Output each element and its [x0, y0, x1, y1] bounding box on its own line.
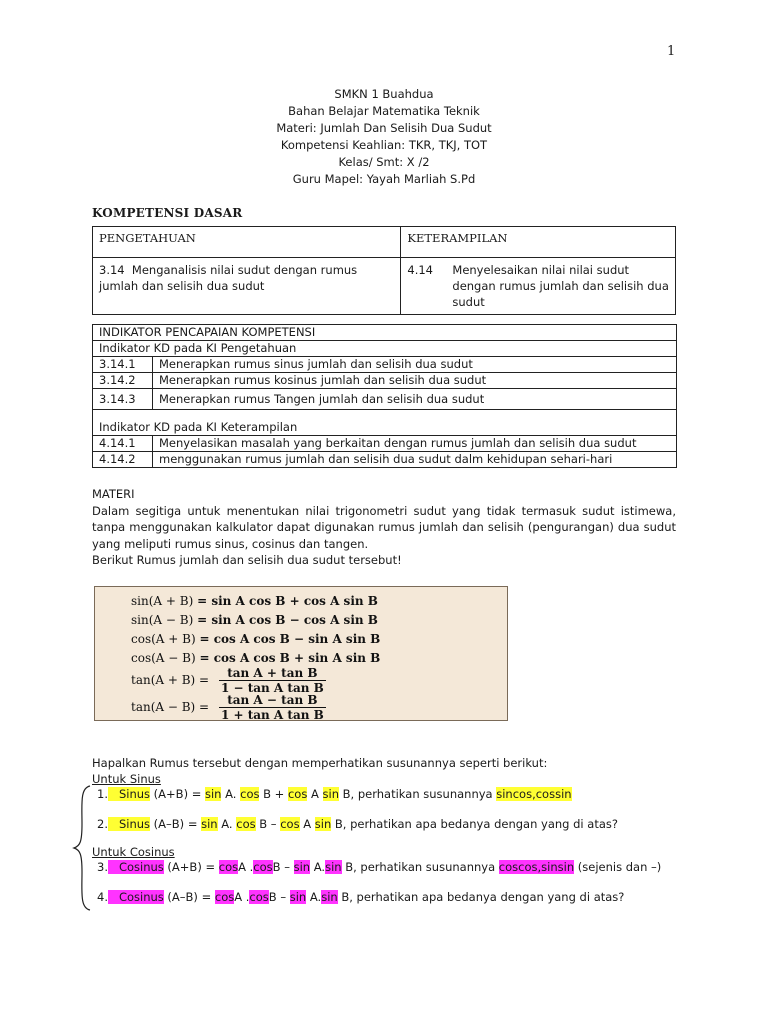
school-name: SMKN 1 Buahdua	[334, 87, 434, 101]
text-part: A.	[310, 860, 326, 874]
materi-heading: MATERI	[92, 487, 135, 501]
ipk-text: Menerapkan rumus Tangen jumlah dan selisih dua sudut	[153, 389, 677, 410]
indikator-table	[92, 324, 677, 468]
text-part: B, perhatikan susunannya	[339, 787, 497, 801]
highlight: sincos,cossin	[496, 787, 572, 801]
highlight: sin	[321, 890, 338, 904]
highlight: cos	[287, 787, 308, 801]
text-part: B –	[255, 817, 281, 831]
highlight: cos	[214, 890, 235, 904]
table-row	[93, 452, 677, 468]
formula-rhs: = cos A cos B + sin A sin B	[199, 651, 381, 665]
line-number: 4.	[97, 890, 108, 904]
untuk-sinus-label: Untuk Sinus	[92, 772, 161, 786]
text-part: B, perhatikan apa bedanya dengan yang di atas?	[331, 817, 618, 831]
highlight: sin	[201, 817, 218, 831]
formula-lhs: tan(A + B) =	[131, 673, 210, 687]
text-part: B +	[259, 787, 288, 801]
fraction-numerator: tan A + tan B	[227, 666, 318, 680]
ipk-num: 3.14.3	[93, 389, 153, 410]
kd-cell-keterampilan	[401, 258, 676, 315]
func-name: Sinus	[118, 817, 151, 831]
kd-text: Menyelesaikan nilai nilai sudut dengan rumus jumlah dan selisih dua sudut	[452, 263, 669, 309]
hafalan-section	[92, 755, 547, 787]
highlight: cos	[253, 860, 273, 874]
ipk-num: 3.14.1	[93, 357, 153, 373]
text-part: B, perhatikan apa bedanya dengan yang di atas?	[337, 890, 625, 904]
formula-tan-diff	[131, 693, 326, 722]
kd-cell-pengetahuan	[93, 258, 401, 315]
page-number: 1	[667, 44, 676, 59]
func-name: Cosinus	[118, 890, 164, 904]
text-part: B –	[268, 890, 290, 904]
line-number: 3.	[97, 860, 108, 874]
kompetensi-line: Kompetensi Keahlian: TKR, TKJ, TOT	[280, 138, 488, 152]
ipk-num: 4.14.2	[93, 452, 153, 468]
text-part: A .	[234, 890, 250, 904]
hafalan-intro: Hapalkan Rumus tersebut dengan memperhatikan susunannya seperti berikut:	[92, 756, 548, 770]
formula-rhs: = sin A cos B − cos A sin B	[197, 613, 378, 627]
highlight: sin	[325, 860, 342, 874]
kd-num: 4.14	[407, 263, 433, 277]
text-part: (A–B) =	[150, 817, 202, 831]
text-part: A	[307, 787, 323, 801]
kd-header-keterampilan: KETERAMPILAN	[401, 227, 676, 258]
highlight: sin	[293, 860, 311, 874]
formula-rhs: = sin A cos B + cos A sin B	[197, 594, 378, 608]
text-part: (A+B) =	[163, 860, 219, 874]
line-number: 1.	[97, 787, 108, 801]
formula-lhs: tan(A − B) =	[131, 700, 210, 714]
table-row	[93, 436, 677, 452]
text-part: A.	[217, 817, 237, 831]
kd-header-pengetahuan: PENGETAHUAN	[93, 227, 401, 258]
fraction-denominator: 1 − tan A tan B	[220, 681, 324, 695]
formula-cos-sum	[131, 632, 380, 646]
highlight: cos	[218, 860, 239, 874]
text-part: (sejenis dan –)	[574, 860, 662, 874]
materi-section	[92, 486, 676, 569]
text-part: A.	[306, 890, 322, 904]
materi-line: Materi: Jumlah Dan Selisih Dua Sudut	[276, 121, 492, 135]
line-number: 2.	[97, 817, 108, 831]
text-part: A .	[238, 860, 254, 874]
materi-paragraph: Dalam segitiga untuk menentukan nilai trigonometri sudut yang tidak termasuk sudut istimewa, tanpa menggunakan kalkulator dapat digunakan rumus jumlah dan selisih (pengurangan) dua sudut yang meliputi rumus sinus, cosinus dan tangen.	[92, 503, 676, 551]
ipk-text: Menerapkan rumus sinus jumlah dan selisih dua sudut	[153, 357, 677, 373]
func-name: Cosinus	[118, 860, 164, 874]
func-name: Sinus	[118, 787, 151, 801]
guru-line: Guru Mapel: Yayah Marliah S.Pd	[292, 172, 476, 186]
highlight: cos	[249, 890, 269, 904]
table-row	[93, 389, 677, 410]
formula-sin-sum	[131, 594, 378, 608]
mnemonic-line-3	[97, 859, 661, 875]
formula-tan-sum	[131, 666, 326, 695]
ipk-ki-pengetahuan: Indikator KD pada KI Pengetahuan	[93, 341, 677, 357]
curly-brace-icon	[72, 784, 92, 912]
table-row	[93, 373, 677, 389]
ipk-text: Menyelasikan masalah yang berkaitan dengan rumus jumlah dan selisih dua sudut	[153, 436, 677, 452]
highlight: cos	[280, 817, 300, 831]
mnemonic-line-4	[97, 889, 624, 905]
untuk-cosinus-label: Untuk Cosinus	[92, 845, 175, 859]
formula-rhs: = cos A cos B − sin A sin B	[199, 632, 381, 646]
kd-num: 3.14	[99, 263, 125, 277]
ipk-ki-keterampilan: Indikator KD pada KI Keterampilan	[93, 410, 677, 436]
text-part: (A+B) =	[150, 787, 205, 801]
table-row	[93, 357, 677, 373]
highlight: sin	[205, 787, 222, 801]
text-part: A.	[221, 787, 241, 801]
text-part: (A–B) =	[163, 890, 215, 904]
formula-lhs: cos(A − B)	[131, 651, 196, 665]
mnemonic-line-2	[97, 816, 618, 832]
highlight: sin	[322, 787, 340, 801]
formula-lhs: sin(A − B)	[131, 613, 194, 627]
fraction-denominator: 1 + tan A tan B	[220, 708, 324, 722]
materi-intro: Berikut Rumus jumlah dan selisih dua sudut tersebut!	[92, 553, 402, 567]
text-part: B –	[272, 860, 294, 874]
ipk-text: Menerapkan rumus kosinus jumlah dan selisih dua sudut	[153, 373, 677, 389]
formula-fraction	[219, 693, 326, 722]
text-part: B, perhatikan susunannya	[341, 860, 499, 874]
formula-sin-diff	[131, 613, 378, 627]
formula-cos-diff	[131, 651, 380, 665]
kd-text: Menganalisis nilai sudut dengan rumus jumlah dan selisih dua sudut	[99, 263, 358, 293]
ipk-num: 3.14.2	[93, 373, 153, 389]
highlight: sin	[289, 890, 307, 904]
formula-box	[94, 586, 508, 721]
mnemonic-line-1	[97, 786, 572, 802]
subject-line: Bahan Belajar Matematika Teknik	[288, 104, 480, 118]
ipk-num: 4.14.1	[93, 436, 153, 452]
kelas-line: Kelas/ Smt: X /2	[338, 155, 430, 169]
highlight: cos	[236, 817, 256, 831]
highlight: coscos,sinsin	[498, 860, 575, 874]
highlight: cos	[240, 787, 260, 801]
kompetensi-dasar-table	[92, 226, 676, 315]
formula-lhs: sin(A + B)	[131, 594, 194, 608]
ipk-text: menggunakan rumus jumlah dan selisih dua sudut dalm kehidupan sehari-hari	[153, 452, 677, 468]
highlight: sin	[314, 817, 332, 831]
section-title: KOMPETENSI DASAR	[92, 206, 243, 220]
formula-fraction	[219, 666, 326, 695]
formula-lhs: cos(A + B)	[131, 632, 196, 646]
text-part: A	[299, 817, 315, 831]
ipk-title: INDIKATOR PENCAPAIAN KOMPETENSI	[93, 325, 677, 341]
fraction-numerator: tan A − tan B	[227, 693, 318, 707]
document-header	[0, 86, 768, 188]
